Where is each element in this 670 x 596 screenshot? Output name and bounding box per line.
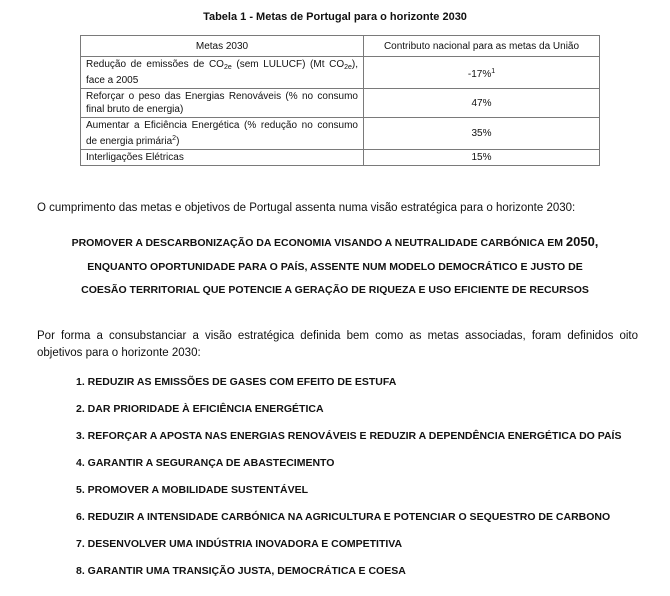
list-item: 5. PROMOVER A MOBILIDADE SUSTENTÁVEL xyxy=(76,484,308,496)
goal-cell xyxy=(81,118,364,150)
list-item: 3. REFORÇAR A APOSTA NAS ENERGIAS RENOVÁVEIS E REDUZIR A DEPENDÊNCIA ENERGÉTICA DO PAÍS xyxy=(76,430,622,442)
list-item: 4. GARANTIR A SEGURANÇA DE ABASTECIMENTO xyxy=(76,457,335,469)
vision-line: COESÃO TERRITORIAL QUE POTENCIE A GERAÇÃO DE RIQUEZA E USO EFICIENTE DE RECURSOS xyxy=(81,284,589,296)
value-text: -17% xyxy=(467,68,492,80)
goal-text: ) xyxy=(176,136,180,147)
goal-cell: Interligações Elétricas xyxy=(81,150,364,166)
table-row xyxy=(81,150,600,166)
vision-intro: O cumprimento das metas e objetivos de Portugal assenta numa visão estratégica para o horizonte 2030: xyxy=(37,202,576,214)
footnote-marker: 1 xyxy=(491,67,496,75)
value-cell: 47% xyxy=(364,89,600,118)
table-row xyxy=(81,118,600,150)
objectives-list xyxy=(76,374,621,590)
list-item: 2. DAR PRIORIDADE À EFICIÊNCIA ENERGÉTICA xyxy=(76,403,324,415)
vision-text: PROMOVER A DESCARBONIZAÇÃO DA ECONOMIA VISANDO A NEUTRALIDADE CARBÓNICA EM xyxy=(71,237,566,249)
goal-subscript: 2e xyxy=(344,64,352,71)
footnote-marker: 2 xyxy=(172,135,177,142)
vision-statement xyxy=(30,230,640,303)
vision-line xyxy=(30,230,640,256)
list-item: 8. GARANTIR UMA TRANSIÇÃO JUSTA, DEMOCRÁTICA E COESA xyxy=(76,565,406,577)
objectives-intro: Por forma a consubstanciar a visão estratégica definida bem como as metas associadas, foram definidos oito objetivos para o horizonte 2030: xyxy=(37,330,638,359)
table-row xyxy=(81,89,600,118)
table-row xyxy=(81,57,600,89)
vision-year: 2050, xyxy=(565,234,599,249)
list-item: 1. REDUZIR AS EMISSÕES DE GASES COM EFEITO DE ESTUFA xyxy=(76,376,397,388)
list-item: 7. DESENVOLVER UMA INDÚSTRIA INOVADORA E COMPETITIVA xyxy=(76,538,403,550)
table-caption: Tabela 1 - Metas de Portugal para o horizonte 2030 xyxy=(203,11,467,23)
column-header-goals: Metas 2030 xyxy=(81,36,364,57)
goal-cell: Reforçar o peso das Energias Renováveis (% no consumo final bruto de energia) xyxy=(81,89,364,118)
goal-cell xyxy=(81,57,364,89)
goal-text: Redução de emissões de CO xyxy=(86,59,224,70)
list-item: 6. REDUZIR A INTENSIDADE CARBÓNICA NA AGRICULTURA E POTENCIAR O SEQUESTRO DE CARBONO xyxy=(76,511,611,523)
table-header-row xyxy=(81,36,600,57)
goal-text: Aumentar a Eficiência Energética (% redução no consumo de energia primária xyxy=(86,120,358,147)
value-cell xyxy=(364,57,600,89)
goal-text: (sem LULUCF) (Mt CO xyxy=(231,59,345,70)
targets-table xyxy=(80,35,600,166)
column-header-contribution: Contributo nacional para as metas da União xyxy=(364,36,600,57)
vision-line: ENQUANTO OPORTUNIDADE PARA O PAÍS, ASSENTE NUM MODELO DEMOCRÁTICO E JUSTO DE xyxy=(87,260,583,273)
value-cell: 35% xyxy=(364,118,600,150)
value-cell: 15% xyxy=(364,150,600,166)
goal-subscript: 2e xyxy=(223,64,232,71)
goal-text: ), face a 2005 xyxy=(86,59,359,86)
